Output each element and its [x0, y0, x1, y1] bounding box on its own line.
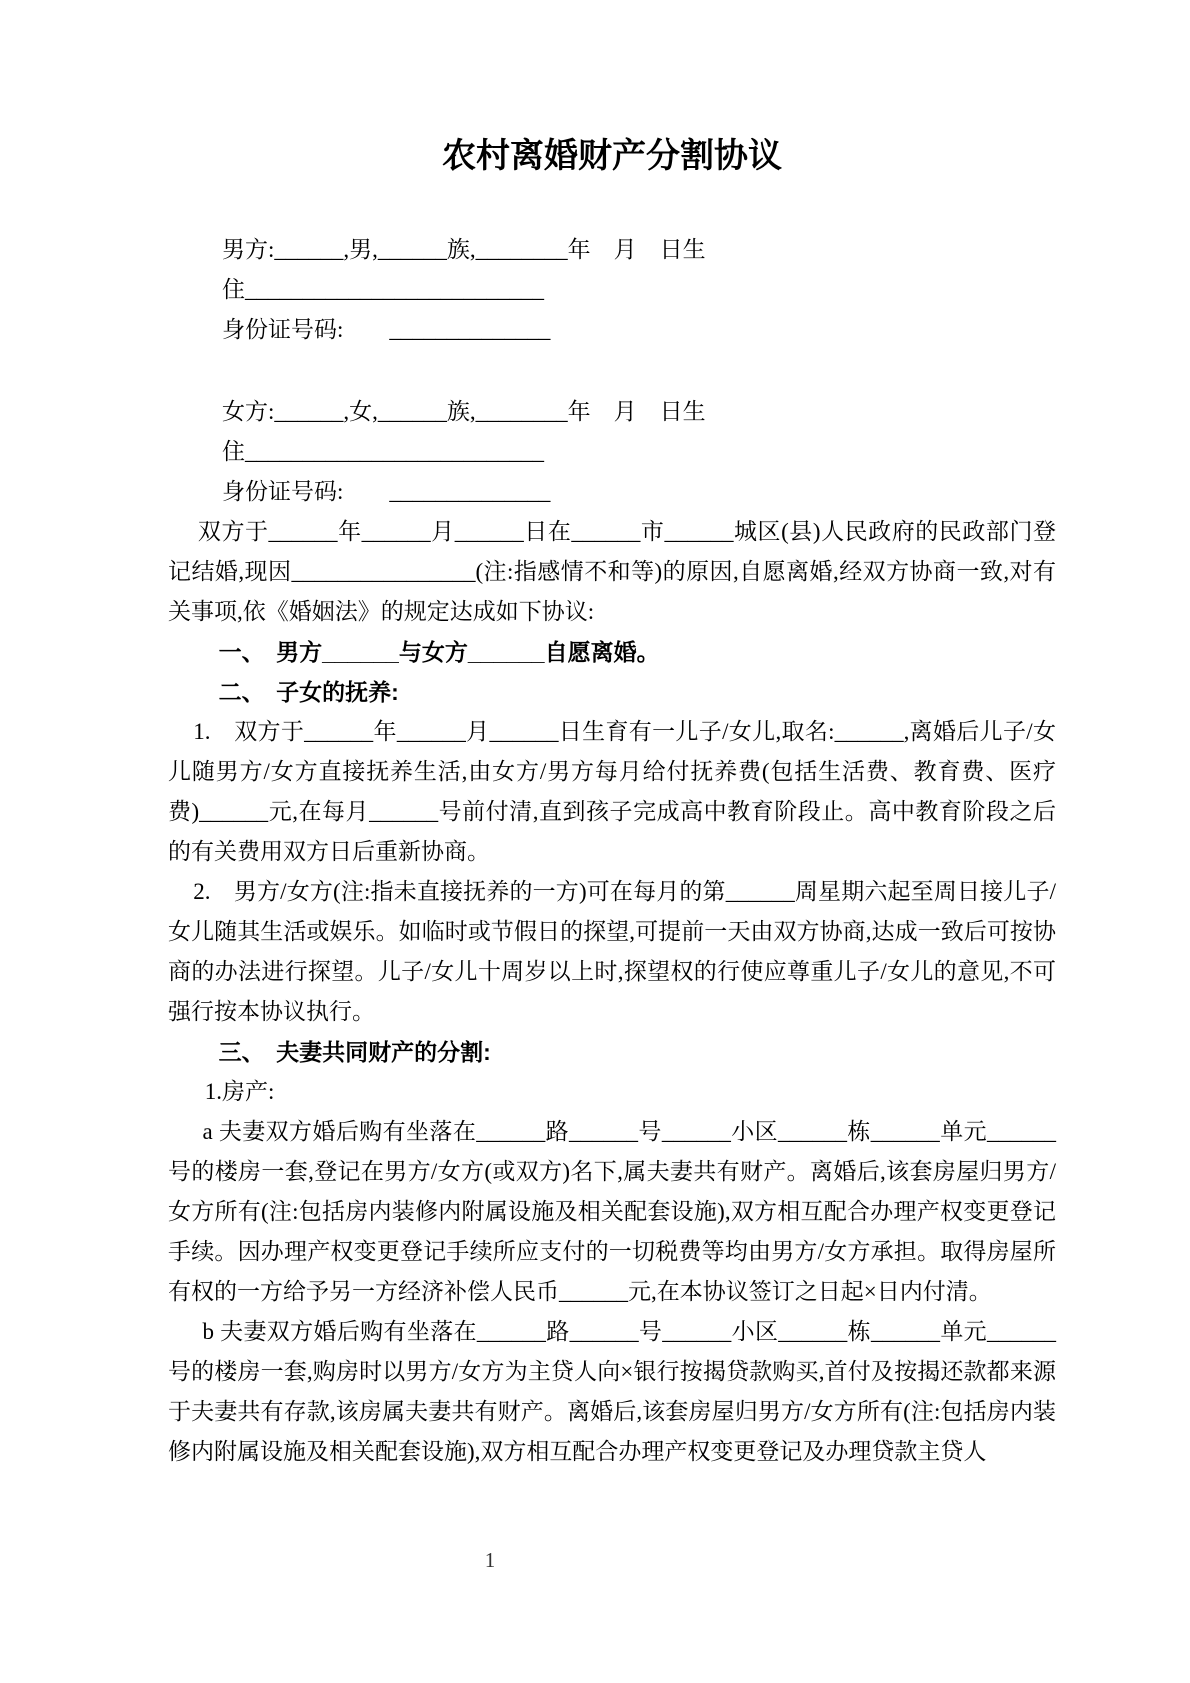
- article-2-item-2: 2. 男方/女方(注:指未直接抚养的一方)可在每月的第______周星期六起至周日接儿子/女儿随其生活或娱乐。如临时或节假日的探望,可提前一天由双方协商,达成一致后可按协商的办法进行探望。儿子/女儿十周岁以上时,探望权的行使应尊重儿子/女儿的意见,不可强行按本协议执行。: [168, 879, 1056, 1024]
- article-3-heading: 三、 夫妻共同财产的分割:: [218, 1039, 491, 1065]
- intro-paragraph: 双方于______年______月______日在______市______城区(县)人民政府的民政部门登记结婚,现因________________(注:指感情不和等)的原因,自愿离婚,经双方协商一致,对有关事项,依《婚姻法》的规定达成如下协议:: [168, 519, 1056, 624]
- page-number: 1: [484, 1548, 496, 1572]
- article-2-heading: 二、 子女的抚养:: [218, 679, 399, 705]
- article-3-item-a: a 夫妻双方婚后购有坐落在______路______号______小区______栋______单元______号的楼房一套,登记在男方/女方(或双方)名下,属夫妻共有财产。离婚后,该套房屋归男方/女方所有(注:包括房内装修内附属设施及相关配套设施),双方相互配合办理产权变更登记手续。因办理产权变更登记手续所应支付的一切税费等均由男方/女方承担。取得房屋所有权的一方给予另一方经济补偿人民币______元,在本协议签订之日起×日内付清。: [168, 1119, 1056, 1304]
- party-a-id-line: 身份证号码: ______________: [222, 317, 551, 342]
- party-a-identity-line: 男方:______,男,______族,________年 月 日生: [222, 237, 706, 262]
- article-2-item-1: 1. 双方于______年______月______日生育有一儿子/女儿,取名:______,离婚后儿子/女儿随男方/女方直接抚养生活,由女方/男方每月给付抚养费(包括生活费、教育费、医疗费)______元,在每月______号前付清,直到孩子完成高中教育阶段止。高中教育阶段之后的有关费用双方日后重新协商。: [168, 719, 1056, 864]
- party-a-block: [168, 230, 1056, 350]
- party-b-id-line: 身份证号码: ______________: [222, 479, 551, 504]
- party-b-identity-line: 女方:______,女,______族,________年 月 日生: [222, 399, 706, 424]
- document-content: [168, 0, 1056, 1472]
- article-3-subheading: 1.房产:: [204, 1079, 275, 1104]
- party-b-block: [168, 392, 1056, 512]
- article-1-line: 一、 男方______与女方______自愿离婚。: [218, 639, 660, 665]
- document-title: 农村离婚财产分割协议: [442, 137, 782, 175]
- article-3-item-b: b 夫妻双方婚后购有坐落在______路______号______小区______栋______单元______号的楼房一套,购房时以男方/女方为主贷人向×银行按揭贷款购买,首付及按揭还款都来源于夫妻共有存款,该房属夫妻共有财产。离婚后,该套房屋归男方/女方所有(注:包括房内装修内附属设施及相关配套设施),双方相互配合办理产权变更登记及办理贷款主贷人: [168, 1319, 1056, 1464]
- party-b-address-line: 住__________________________: [222, 439, 544, 464]
- party-a-address-line: 住__________________________: [222, 277, 544, 302]
